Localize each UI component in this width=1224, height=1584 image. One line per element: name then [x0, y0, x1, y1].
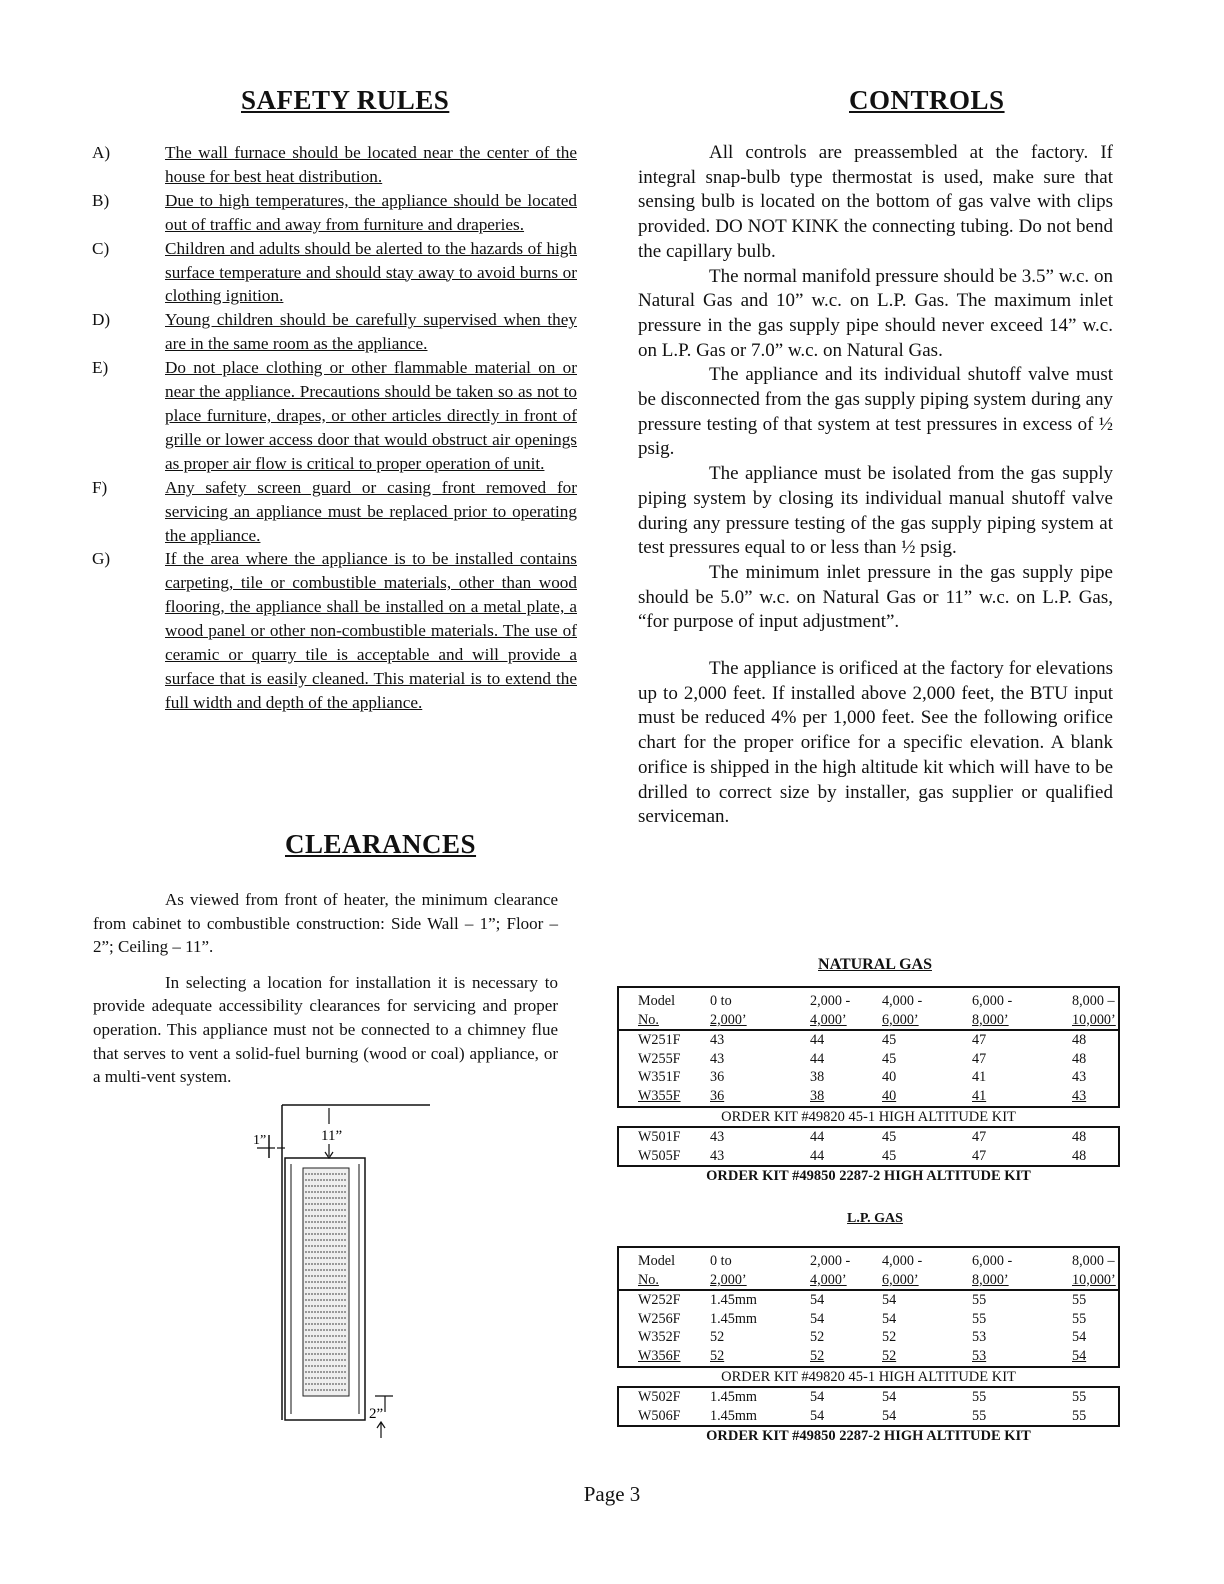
- table-row: [619, 1328, 1118, 1347]
- table-cell: 45: [882, 1147, 897, 1164]
- clearances-paragraph: As viewed from front of heater, the minimum clearance from cabinet to combustible construction: Side Wall – 1”; Floor – 2”; Ceiling – 11”.: [93, 890, 558, 957]
- table-group-box: [617, 1126, 1120, 1167]
- safety-rules-list: [92, 141, 577, 715]
- safety-rule: [92, 308, 577, 356]
- controls-paragraph: The minimum inlet pressure in the gas supply pipe should be 5.0” w.c. on Natural Gas or 11” w.c. on L.P. Gas, “for purpose of input adjustment”.: [638, 561, 1113, 633]
- table-cell: W505F: [638, 1147, 681, 1164]
- table-header-row: [619, 1011, 1118, 1030]
- table-cell: 44: [810, 1129, 825, 1146]
- table-cell: Model: [638, 993, 676, 1009]
- table-header-row: [619, 1271, 1118, 1290]
- rule-text: Children and adults should be alerted to the hazards of high surface temperature and should stay away to avoid burns or clothing ignition.: [165, 238, 577, 306]
- natural-gas-title: NATURAL GAS: [818, 956, 932, 973]
- table-row: [619, 1291, 1118, 1310]
- table-cell: 55: [1072, 1407, 1087, 1424]
- table-cell: 54: [882, 1407, 897, 1424]
- order-kit-note: ORDER KIT #49820 45-1 HIGH ALTITUDE KIT: [721, 1368, 1016, 1385]
- table-cell: 0 to: [710, 993, 732, 1009]
- table-cell: 55: [1072, 1292, 1087, 1309]
- clearances-paragraph: In selecting a location for installation it is necessary to provide adequate accessibility clearances for servicing and proper operation. This appliance must not be connected to a chimney flue that serves to vent a solid-fuel burning (wood or coal) appliance, or a multi-vent system.: [93, 972, 558, 1087]
- order-kit-note: ORDER KIT #49850 2287-2 HIGH ALTITUDE KIT: [706, 1168, 1031, 1185]
- table-cell: 43: [710, 1129, 725, 1146]
- table-cell: 0 to: [710, 1253, 732, 1269]
- safety-rule: [92, 141, 577, 189]
- rule-text: The wall furnace should be located near the center of the house for best heat distribution.: [165, 143, 577, 186]
- table-cell: 43: [1072, 1087, 1087, 1104]
- controls-paragraph: The appliance and its individual shutoff valve must be disconnected from the gas supply piping system during any pressure testing of that system at test pressures in excess of ½ psig.: [638, 364, 1113, 460]
- table-cell: 48: [1072, 1129, 1087, 1146]
- rule-letter: F): [92, 477, 108, 497]
- order-kit-note: ORDER KIT #49850 2287-2 HIGH ALTITUDE KIT: [706, 1428, 1031, 1445]
- bottom-clearance-label: 2”: [369, 1406, 384, 1422]
- table-cell: 44: [810, 1147, 825, 1164]
- table-cell: 10,000’: [1072, 1271, 1116, 1288]
- clearances-heading: CLEARANCES: [285, 829, 477, 859]
- table-cell: 52: [810, 1329, 825, 1346]
- table-header-row: [619, 988, 1118, 1011]
- natural-gas-table: [617, 986, 1120, 1186]
- table-group-box: [617, 1246, 1120, 1368]
- safety-rule: [92, 237, 577, 309]
- table-row: [619, 1050, 1118, 1069]
- table-cell: 1.45mm: [710, 1292, 757, 1309]
- table-cell: No.: [638, 1271, 659, 1288]
- safety-rule: [92, 547, 577, 714]
- table-cell: 45: [882, 1050, 897, 1067]
- table-cell: 40: [882, 1087, 897, 1104]
- table-cell: 40: [882, 1069, 897, 1086]
- table-cell: 44: [810, 1032, 825, 1049]
- side-clearance-label: 1”: [253, 1133, 267, 1148]
- table-cell: 54: [810, 1389, 825, 1406]
- table-header-row: [619, 1248, 1118, 1271]
- table-cell: 2,000’: [710, 1271, 747, 1288]
- table-row: [619, 1068, 1118, 1087]
- table-cell: W502F: [638, 1389, 681, 1406]
- table-cell: 1.45mm: [710, 1389, 757, 1406]
- table-cell: No.: [638, 1011, 659, 1028]
- rule-text: If the area where the appliance is to be installed contains carpeting, tile or combustible materials, other than wood flooring, the appliance shall be installed on a metal plate, a wood panel or other non-combustible materials. The use of ceramic or quarry tile is acceptable and will provide a surface that is easily cleaned. This material is to extend the full width and depth of the appliance.: [165, 549, 577, 712]
- table-cell: 45: [882, 1129, 897, 1146]
- table-cell: W355F: [638, 1087, 681, 1104]
- table-cell: 2,000 -: [810, 993, 851, 1009]
- table-row: [619, 1147, 1118, 1166]
- table-cell: 53: [972, 1347, 987, 1364]
- heater-grille: [303, 1168, 349, 1396]
- table-cell: 8,000 –: [1072, 1253, 1115, 1269]
- table-cell: 54: [1072, 1347, 1087, 1364]
- table-cell: 48: [1072, 1147, 1087, 1164]
- rule-letter: G): [92, 549, 111, 569]
- safety-rule: [92, 356, 577, 476]
- table-cell: 55: [972, 1292, 987, 1309]
- safety-rule: [92, 476, 577, 548]
- table-cell: 36: [710, 1087, 725, 1104]
- table-cell: 4,000 -: [882, 1253, 923, 1269]
- rule-letter: E): [92, 358, 109, 378]
- table-cell: 52: [810, 1347, 825, 1364]
- table-cell: 52: [710, 1329, 725, 1346]
- rule-text: Due to high temperatures, the appliance should be located out of traffic and away from furniture and draperies.: [165, 190, 577, 234]
- table-cell: 54: [810, 1292, 825, 1309]
- table-row: [619, 1087, 1118, 1106]
- table-cell: 4,000 -: [882, 993, 923, 1009]
- table-row: [619, 1347, 1118, 1366]
- table-cell: 38: [810, 1069, 825, 1086]
- controls-paragraph: The appliance is orificed at the factory for elevations up to 2,000 feet. If installed above 2,000 feet, the BTU input must be reduced 4% per 1,000 feet. See the following orifice chart for the proper orifice for a specific elevation. A blank orifice is shipped in the high altitude kit which will have to be drilled to correct size by installer, gas supplier or qualified serviceman.: [638, 658, 1113, 828]
- table-cell: W506F: [638, 1407, 681, 1424]
- table-cell: W351F: [638, 1069, 681, 1086]
- table-row: [619, 1407, 1118, 1426]
- table-cell: 2,000 -: [810, 1253, 851, 1269]
- rule-text: Any safety screen guard or casing front removed for servicing an appliance must be replaced prior to operating the appliance.: [165, 477, 577, 545]
- table-group-box: [617, 986, 1120, 1108]
- table-row: [619, 1388, 1118, 1407]
- table-cell: 55: [1072, 1310, 1087, 1327]
- table-cell: 48: [1072, 1050, 1087, 1067]
- table-row: [619, 1031, 1118, 1050]
- lp-gas-table: [617, 1246, 1120, 1446]
- top-clearance-label: 11”: [321, 1128, 343, 1144]
- table-cell: 41: [972, 1087, 987, 1104]
- table-cell: 47: [972, 1050, 987, 1067]
- order-kit-note: ORDER KIT #49820 45-1 HIGH ALTITUDE KIT: [721, 1108, 1016, 1125]
- table-cell: W251F: [638, 1032, 681, 1049]
- table-cell: 55: [1072, 1389, 1087, 1406]
- table-row: [619, 1128, 1118, 1147]
- table-cell: W501F: [638, 1129, 681, 1146]
- table-cell: W352F: [638, 1329, 681, 1346]
- clearance-diagram: [245, 1100, 445, 1445]
- rule-text: Young children should be carefully supervised when they are in the same room as the appliance.: [165, 310, 577, 354]
- table-cell: 38: [810, 1087, 825, 1104]
- controls-text: [638, 141, 1113, 830]
- table-cell: 2,000’: [710, 1011, 747, 1028]
- controls-paragraph: All controls are preassembled at the factory. If integral snap-bulb type thermostat is used, make sure that sensing bulb is located on the bottom of gas valve with clips provided. DO NOT KINK the connecting tubing. Do not bend the capillary bulb.: [638, 142, 1113, 262]
- lp-gas-title: L.P. GAS: [847, 1211, 903, 1226]
- table-cell: 54: [810, 1407, 825, 1424]
- table-cell: 52: [882, 1329, 897, 1346]
- table-cell: 8,000’: [972, 1011, 1009, 1028]
- table-cell: 6,000 -: [972, 993, 1013, 1009]
- table-cell: 55: [972, 1389, 987, 1406]
- controls-heading: CONTROLS: [849, 85, 1005, 115]
- rule-letter: A): [92, 143, 111, 162]
- table-row: [619, 1310, 1118, 1329]
- rule-letter: D): [92, 310, 111, 330]
- table-cell: 44: [810, 1050, 825, 1067]
- table-cell: 4,000’: [810, 1011, 847, 1028]
- table-cell: 1.45mm: [710, 1310, 757, 1327]
- table-cell: 54: [882, 1310, 897, 1327]
- table-cell: 6,000’: [882, 1271, 919, 1288]
- table-cell: Model: [638, 1253, 676, 1269]
- table-cell: 47: [972, 1032, 987, 1049]
- table-group-box: [617, 1386, 1120, 1427]
- table-cell: 43: [1072, 1069, 1087, 1086]
- table-cell: 4,000’: [810, 1271, 847, 1288]
- table-cell: 48: [1072, 1032, 1087, 1049]
- safety-rule: [92, 189, 577, 237]
- table-cell: 47: [972, 1129, 987, 1146]
- table-cell: 54: [810, 1310, 825, 1327]
- table-cell: W356F: [638, 1347, 681, 1364]
- table-cell: 52: [882, 1347, 897, 1364]
- table-cell: 8,000 –: [1072, 993, 1115, 1009]
- table-cell: 54: [1072, 1329, 1087, 1346]
- safety-rules-heading: SAFETY RULES: [241, 85, 450, 115]
- rule-text: Do not place clothing or other flammable material on or near the appliance. Precautions should be taken so as not to place furniture, drapes, or other articles directly in front of grille or lower access door that would obstruct air openings as proper air flow is critical to proper operation of unit.: [165, 358, 577, 473]
- table-cell: 43: [710, 1050, 725, 1067]
- table-cell: 43: [710, 1147, 725, 1164]
- rule-letter: C): [92, 238, 110, 258]
- table-cell: 41: [972, 1069, 987, 1086]
- controls-paragraph: The normal manifold pressure should be 3.5” w.c. on Natural Gas and 10” w.c. on L.P. Gas. The maximum inlet pressure in the gas supply pipe should never exceed 14” w.c. on L.P. Gas or 7.0” w.c. on Natural Gas.: [638, 265, 1113, 361]
- table-cell: 1.45mm: [710, 1407, 757, 1424]
- table-cell: 54: [882, 1389, 897, 1406]
- table-cell: W252F: [638, 1292, 681, 1309]
- table-cell: 45: [882, 1032, 897, 1049]
- table-cell: 52: [710, 1347, 725, 1364]
- clearances-text: [93, 888, 558, 1101]
- table-cell: 47: [972, 1147, 987, 1164]
- table-cell: 43: [710, 1032, 725, 1049]
- rule-letter: B): [92, 190, 110, 210]
- table-cell: W256F: [638, 1310, 681, 1327]
- controls-paragraph: The appliance must be isolated from the gas supply piping system by closing its individual manual shutoff valve during any pressure testing of the gas supply piping system at test pressures equal to or less than ½ psig.: [638, 463, 1113, 559]
- table-cell: 53: [972, 1329, 987, 1346]
- page-number: Page 3: [583, 1482, 641, 1506]
- table-cell: 6,000’: [882, 1011, 919, 1028]
- table-cell: 54: [882, 1292, 897, 1309]
- table-cell: 6,000 -: [972, 1253, 1013, 1269]
- table-cell: 10,000’: [1072, 1011, 1116, 1028]
- table-cell: 8,000’: [972, 1271, 1009, 1288]
- table-cell: 36: [710, 1069, 725, 1086]
- table-cell: 55: [972, 1310, 987, 1327]
- table-cell: W255F: [638, 1050, 681, 1067]
- table-cell: 55: [972, 1407, 987, 1424]
